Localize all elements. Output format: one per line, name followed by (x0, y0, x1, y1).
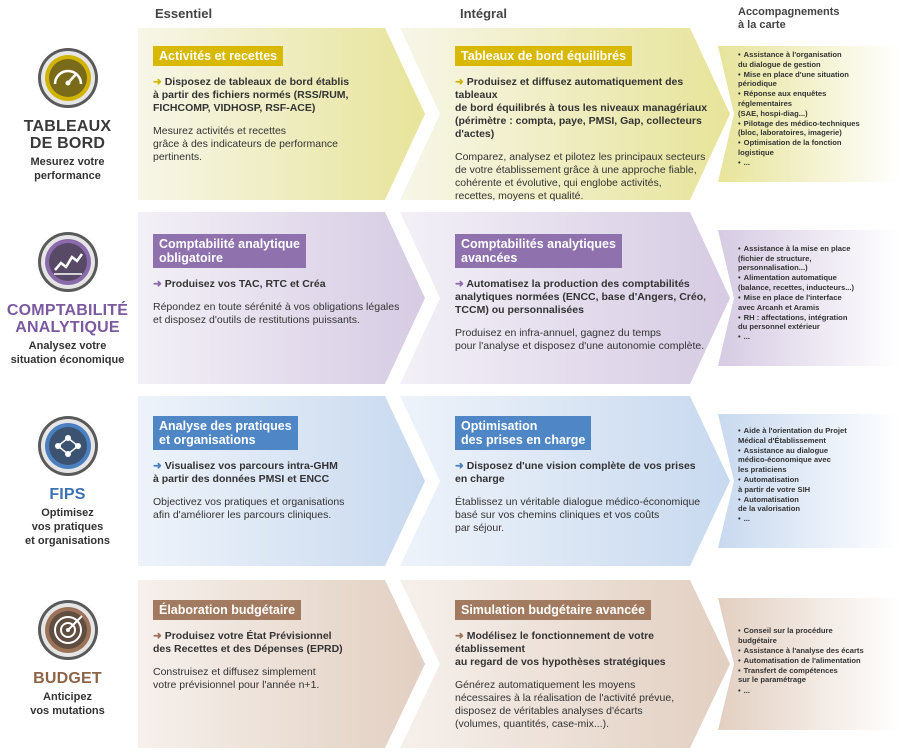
list-item: • Optimisation de la fonction logistique (738, 138, 888, 157)
list-item: • Alimentation automatique (balance, recettes, inducteurs...) (738, 273, 888, 292)
list-item: • Assistance à la mise en place (fichier de structure, personnalisation...) (738, 244, 888, 273)
analytics-chart-icon (36, 230, 100, 294)
list-item: • RH : affectations, intégration du personnel extérieur (738, 313, 888, 332)
integral-lead: ➜ Produisez et diffusez automatiquement des tableaux de bord équilibrés à tous les niveaux managériaux (périmètre : compta, paye, PMSI, Gap, collecteurs d'actes) (455, 76, 708, 140)
integral-body: Générez automatiquement les moyens nécessaires à la réalisation de l'activité prévue, disposez de véritables analyses d'écarts (volumes, quantités, case-mix...). (455, 679, 675, 730)
accompagnements-list (738, 50, 888, 168)
essentiel-body: Mesurez activités et recettes grâce à des indicateurs de performance pertinents. (153, 125, 339, 163)
essentiel-block (153, 600, 403, 692)
section-title: COMPTABILITÉ ANALYTIQUE (6, 302, 129, 336)
column-header-essentiel: Essentiel (155, 6, 213, 21)
integral-lead: ➜ Automatisez la production des comptabilités analytiques normées (ENCC, base d'Angers, Créo, TCCM) ou personnalisées (455, 278, 707, 316)
network-nodes-icon (36, 414, 100, 478)
arrow-right-icon: ➜ (455, 630, 467, 642)
essentiel-block (153, 234, 403, 327)
list-item: • ... (738, 332, 888, 342)
essentiel-lead: ➜ Disposez de tableaux de bord établis à partir des fichiers normés (RSS/RUM, FICHCOMP, VIDHOSP, RSF-ACE) (153, 76, 350, 114)
list-item: • Assistance au dialogue médico-économique avec les praticiens (738, 446, 888, 475)
integral-block (455, 416, 725, 535)
column-header-integral: Intégral (460, 6, 507, 21)
section-compta (0, 212, 900, 384)
section-label (0, 230, 135, 367)
essentiel-lead: ➜ Visualisez vos parcours intra-GHM à partir des données PMSI et ENCC (153, 460, 338, 485)
integral-title: Comptabilités analytiques avancées (455, 234, 622, 268)
arrow-right-icon: ➜ (153, 278, 165, 290)
essentiel-lead: ➜ Produisez votre État Prévisionnel des Recettes et des Dépenses (EPRD) (153, 630, 343, 655)
list-item: • Automatisation de la valorisation (738, 495, 888, 514)
essentiel-title: Analyse des pratiques et organisations (153, 416, 298, 450)
list-item: • Conseil sur la procédure budgétaire (738, 626, 888, 645)
section-title: TABLEAUX DE BORD (23, 118, 112, 152)
list-item: • Mise en place de l'interface avec Arcanh et Aramis (738, 293, 888, 312)
arrow-right-icon: ➜ (153, 460, 165, 472)
gauge-icon (36, 46, 100, 110)
integral-title: Simulation budgétaire avancée (455, 600, 651, 620)
section-tableaux (0, 28, 900, 200)
list-item: • Assistance à l'organisation du dialogue de gestion (738, 50, 888, 69)
accompagnements-list (738, 626, 888, 696)
list-item: • ... (738, 686, 888, 696)
essentiel-body: Répondez en toute sérénité à vos obligations légales et disposez d'outils de restitutions puissants. (153, 301, 400, 326)
essentiel-block (153, 416, 403, 522)
list-item: • Automatisation à partir de votre SIH (738, 475, 888, 494)
essentiel-title: Comptabilité analytique obligatoire (153, 234, 306, 268)
section-title: FIPS (49, 486, 86, 503)
list-item: • Assistance à l'analyse des écarts (738, 646, 888, 656)
integral-title: Optimisation des prises en charge (455, 416, 591, 450)
list-item: • ... (738, 514, 888, 524)
arrow-right-icon: ➜ (153, 630, 165, 642)
section-label (0, 46, 135, 183)
essentiel-body: Objectivez vos pratiques et organisations afin d'améliorer les parcours cliniques. (153, 496, 345, 521)
section-subtitle: Optimisez vos pratiques et organisations (25, 507, 110, 547)
arrow-right-icon: ➜ (153, 76, 165, 88)
list-item: • Aide à l'orientation du Projet Médical d'Établissement (738, 426, 888, 445)
section-subtitle: Anticipez vos mutations (30, 691, 105, 717)
integral-title: Tableaux de bord équilibrés (455, 46, 632, 66)
integral-lead: ➜ Disposez d'une vision complète de vos prises en charge (455, 460, 696, 485)
arrow-right-icon: ➜ (455, 76, 467, 88)
essentiel-title: Activités et recettes (153, 46, 283, 66)
section-title: BUDGET (33, 670, 102, 687)
integral-lead: ➜ Modélisez le fonctionnement de votre établissement au regard de vos hypothèses stratégiques (455, 630, 666, 668)
integral-block (455, 234, 725, 353)
section-fips (0, 396, 900, 566)
section-budget (0, 580, 900, 748)
accompagnements-list (738, 244, 888, 342)
integral-block (455, 46, 725, 203)
section-subtitle: Analysez votre situation économique (10, 340, 125, 366)
essentiel-block (153, 46, 403, 164)
target-icon (36, 598, 100, 662)
integral-block (455, 600, 725, 731)
list-item: • ... (738, 158, 888, 168)
essentiel-body: Construisez et diffusez simplement votre prévisionnel pour l'année n+1. (153, 666, 320, 691)
column-header-accompagnements: Accompagnements à la carte (738, 6, 840, 31)
list-item: • Réponse aux enquêtes réglementaires (SAE, hospi-diag...) (738, 89, 888, 118)
integral-body: Produisez en infra-annuel, gagnez du temps pour l'analyse et disposez d'une autonomie complète. (455, 327, 705, 352)
list-item: • Automatisation de l'alimentation (738, 656, 888, 666)
section-label (0, 414, 135, 548)
essentiel-title: Élaboration budgétaire (153, 600, 301, 620)
section-label (0, 598, 135, 718)
arrow-right-icon: ➜ (455, 460, 467, 472)
integral-body: Comparez, analysez et pilotez les principaux secteurs de votre établissement grâce à une approche fiable, cohérente et évolutive, qui englobe activités, recettes, moyens et qualité. (455, 151, 706, 202)
arrow-right-icon: ➜ (455, 278, 467, 290)
essentiel-lead: ➜ Produisez vos TAC, RTC et Créa (153, 278, 326, 290)
accompagnements-list (738, 426, 888, 524)
list-item: • Pilotage des médico-techniques (bloc, laboratoires, imagerie) (738, 119, 888, 138)
section-subtitle: Mesurez votre performance (30, 156, 105, 182)
integral-body: Établissez un véritable dialogue médico-économique basé sur vos chemins cliniques et vos coûts par séjour. (455, 496, 701, 534)
list-item: • Mise en place d'une situation périodique (738, 70, 888, 89)
list-item: • Transfert de compétences sur le paramétrage (738, 666, 888, 685)
